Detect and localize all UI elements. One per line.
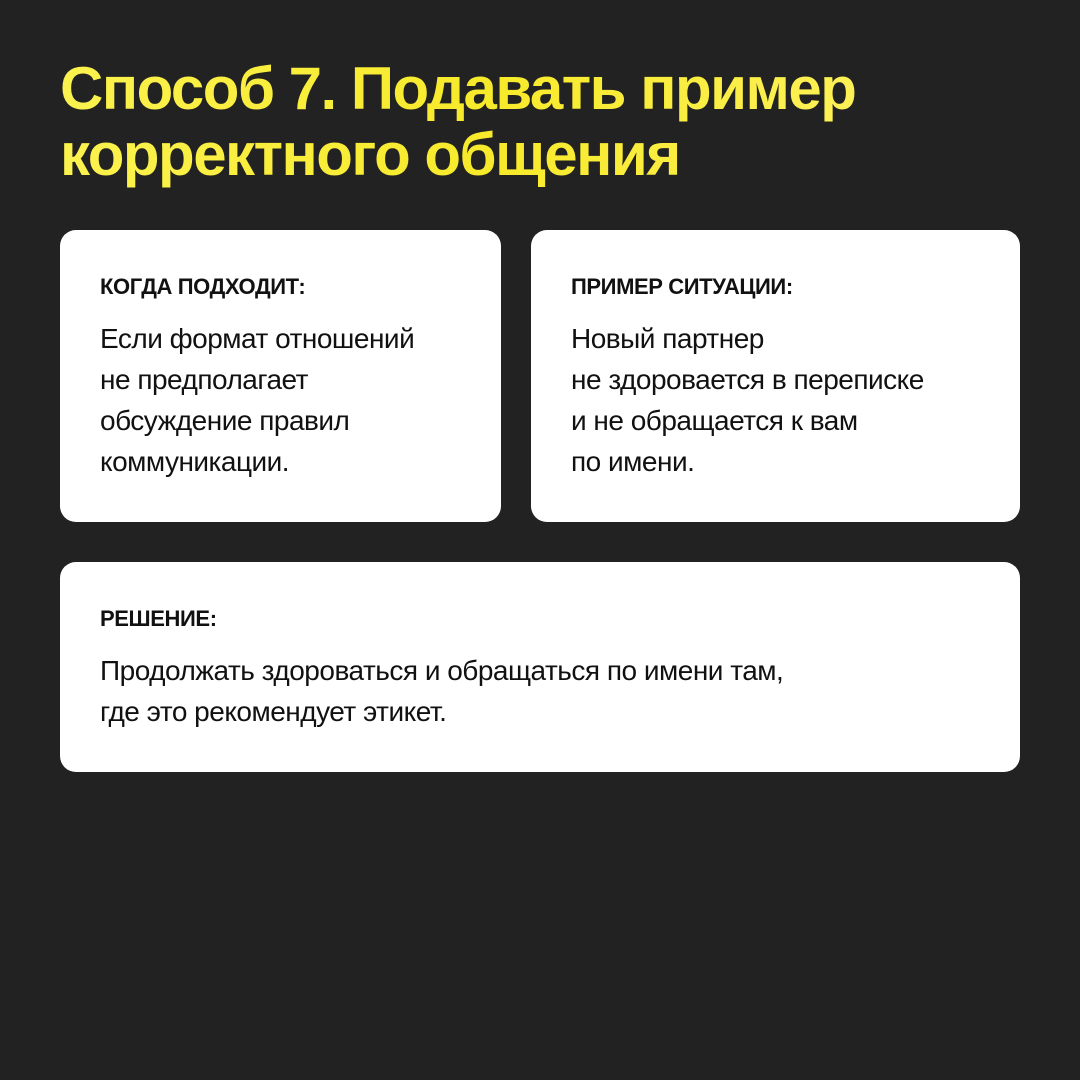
example-situation-line: не здоровается в переписке [571, 364, 924, 395]
when-applicable-line: коммуникации. [100, 446, 290, 477]
example-situation-text [571, 318, 980, 482]
solution-text [100, 650, 980, 732]
solution-heading: РЕШЕНИЕ: [100, 606, 217, 631]
when-applicable-text [100, 318, 461, 482]
when-applicable-line: не предполагает [100, 364, 309, 395]
example-situation-heading: ПРИМЕР СИТУАЦИИ: [571, 274, 793, 299]
example-situation-card [531, 230, 1020, 522]
example-situation-line: по имени. [571, 446, 695, 477]
solution-line: Продолжать здороваться и обращаться по имени там, [100, 655, 784, 686]
page-title-line-2: корректного общения [60, 121, 680, 188]
example-situation-line: Новый партнер [571, 323, 764, 354]
page-title-line-1: Способ 7. Подавать пример [60, 55, 856, 122]
solution-line: где это рекомендует этикет. [100, 696, 447, 727]
when-applicable-card [60, 230, 501, 522]
when-applicable-heading: КОГДА ПОДХОДИТ: [100, 274, 306, 299]
when-applicable-line: Если формат отношений [100, 323, 415, 354]
when-applicable-line: обсуждение правил [100, 405, 350, 436]
page-title [60, 56, 1020, 188]
solution-card [60, 562, 1020, 772]
example-situation-line: и не обращается к вам [571, 405, 858, 436]
